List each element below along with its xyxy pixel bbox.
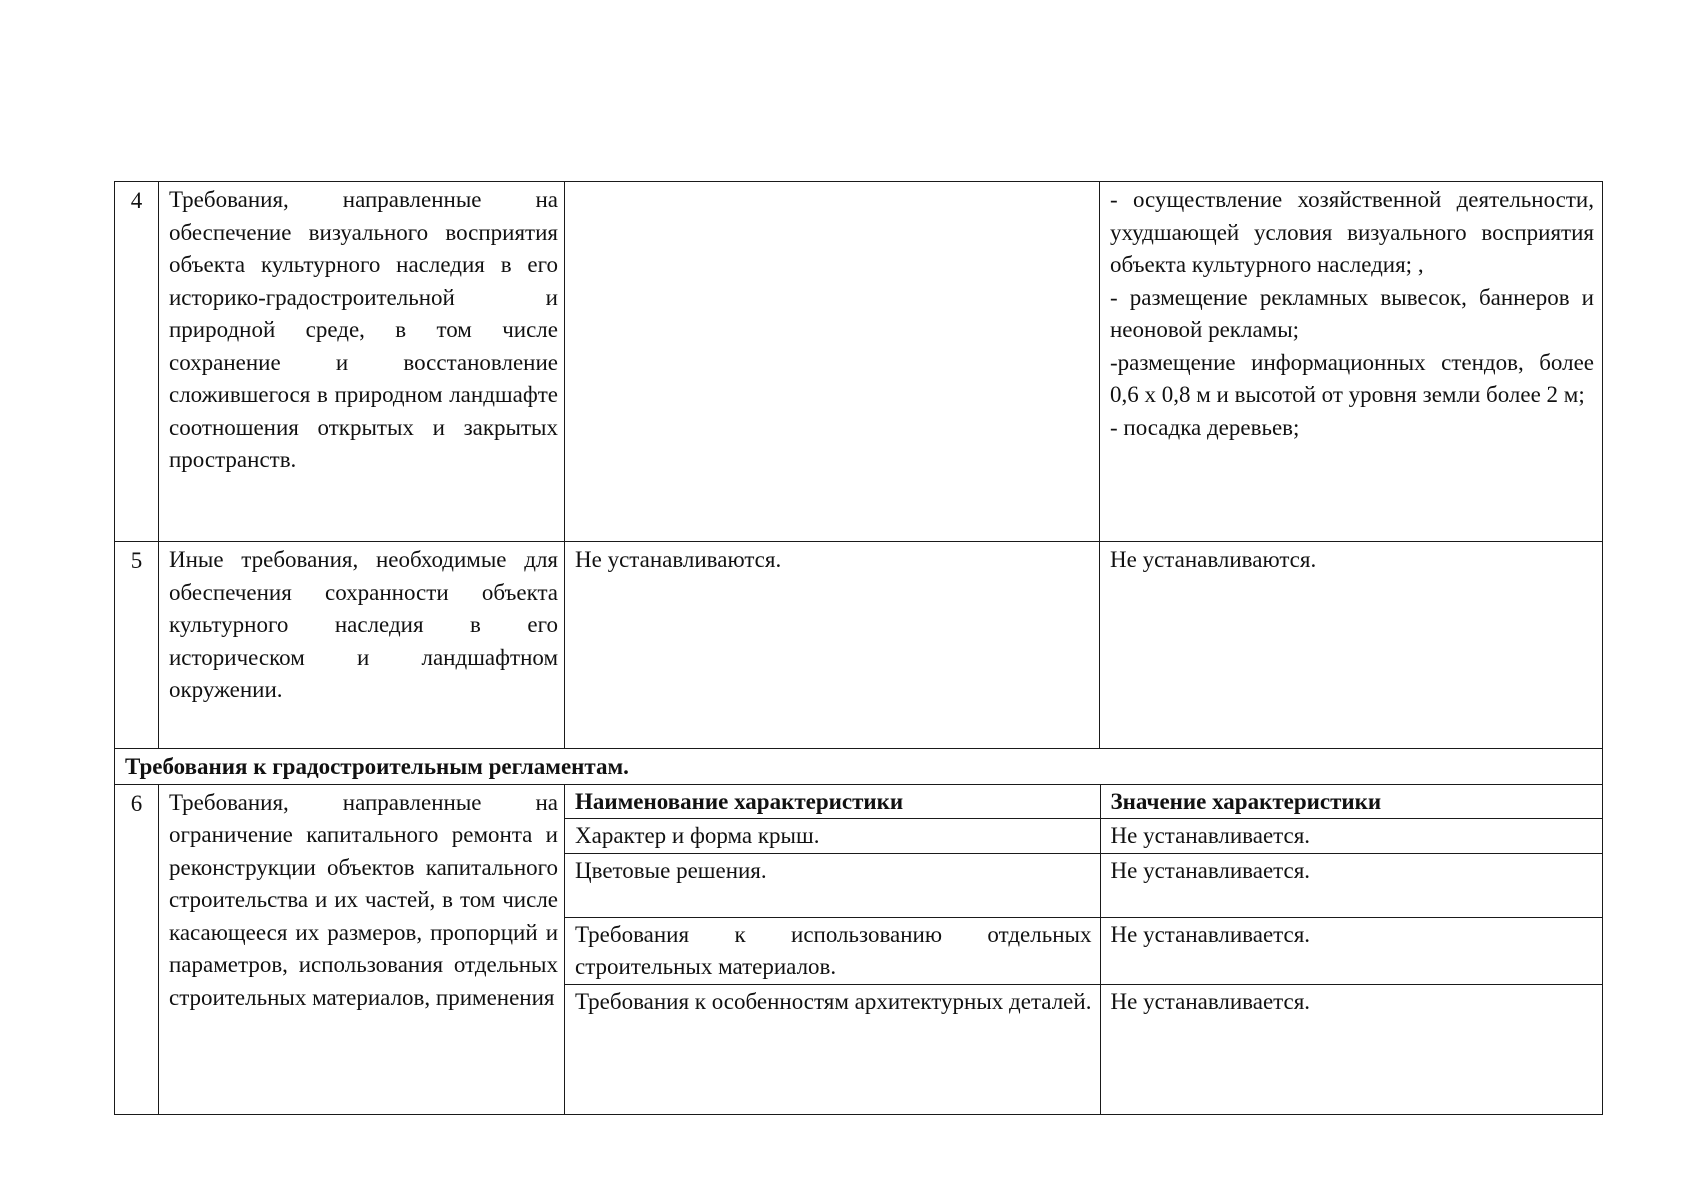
- prohibition-item: - посадка деревьев;: [1110, 414, 1300, 440]
- requirements-table: [114, 181, 1603, 1115]
- characteristic-value: Не устанавливается.: [1100, 819, 1603, 854]
- characteristic-name: Требования к использованию отдельных строительных материалов.: [565, 917, 1100, 984]
- characteristic-row: [565, 819, 1603, 854]
- characteristic-name: Характер и форма крыш.: [565, 819, 1100, 854]
- characteristics-header: [565, 785, 1603, 819]
- characteristics-cell: [565, 784, 1603, 1115]
- characteristic-value-header: Значение характеристики: [1100, 785, 1603, 819]
- characteristic-value: Не устанавливается.: [1100, 853, 1603, 917]
- prohibition-item: -размещение информационных стендов, более 0,6 х 0,8 м и высотой от уровня земли более 2 м;: [1110, 349, 1594, 407]
- table-row-4: [115, 182, 1603, 542]
- requirement-text: Иные требования, необходимые для обеспечения сохранности объекта культурного наследия в его историческом и ландшафтном окружении.: [159, 542, 565, 749]
- table-row-5: [115, 542, 1603, 749]
- characteristic-name: Требования к особенностям архитектурных деталей.: [575, 988, 1092, 1014]
- row-number: 6: [115, 784, 159, 1115]
- row-5-column-4: Не устанавливаются.: [1100, 542, 1603, 749]
- row-number: 5: [115, 542, 159, 749]
- row-number: 4: [115, 182, 159, 542]
- characteristics-table: [565, 785, 1603, 1115]
- characteristic-row: [565, 853, 1603, 917]
- characteristic-value: Не устанавливается.: [1100, 984, 1603, 1114]
- section-title: Требования к градостроительным регламентам.: [115, 749, 1603, 785]
- row-4-column-3: [565, 182, 1100, 542]
- prohibition-item: - размещение рекламных вывесок, баннеров и неоновой рекламы;: [1110, 284, 1594, 342]
- prohibition-item: - осуществление хозяйственной деятельности, ухудшающей условия визуального восприятия объекта культурного наследия; ,: [1110, 187, 1594, 277]
- characteristic-value: Не устанавливается.: [1100, 917, 1603, 984]
- requirement-text: Требования, направленные на ограничение капитального ремонта и реконструкции объектов капитального строительства и их частей, в том числе касающееся их размеров, пропорций и параметров, использования отдельных строительных материалов, применения: [159, 784, 565, 1115]
- characteristic-row: [565, 984, 1603, 1114]
- requirement-text: Требования, направленные на обеспечение визуального восприятия объекта культурного наследия в его историко-градостроительной и природной среде, в том числе сохранение и восстановление сложившегося в природном ландшафте соотношения открытых и закрытых пространств.: [159, 182, 565, 542]
- section-header-row: [115, 749, 1603, 785]
- characteristic-name: Цветовые решения.: [565, 853, 1100, 917]
- prohibitions-list: [1100, 182, 1603, 542]
- characteristic-name-header: Наименование характеристики: [565, 785, 1100, 819]
- characteristic-row: [565, 917, 1603, 984]
- row-5-column-3: Не устанавливаются.: [565, 542, 1100, 749]
- table-row-6: [115, 784, 1603, 1115]
